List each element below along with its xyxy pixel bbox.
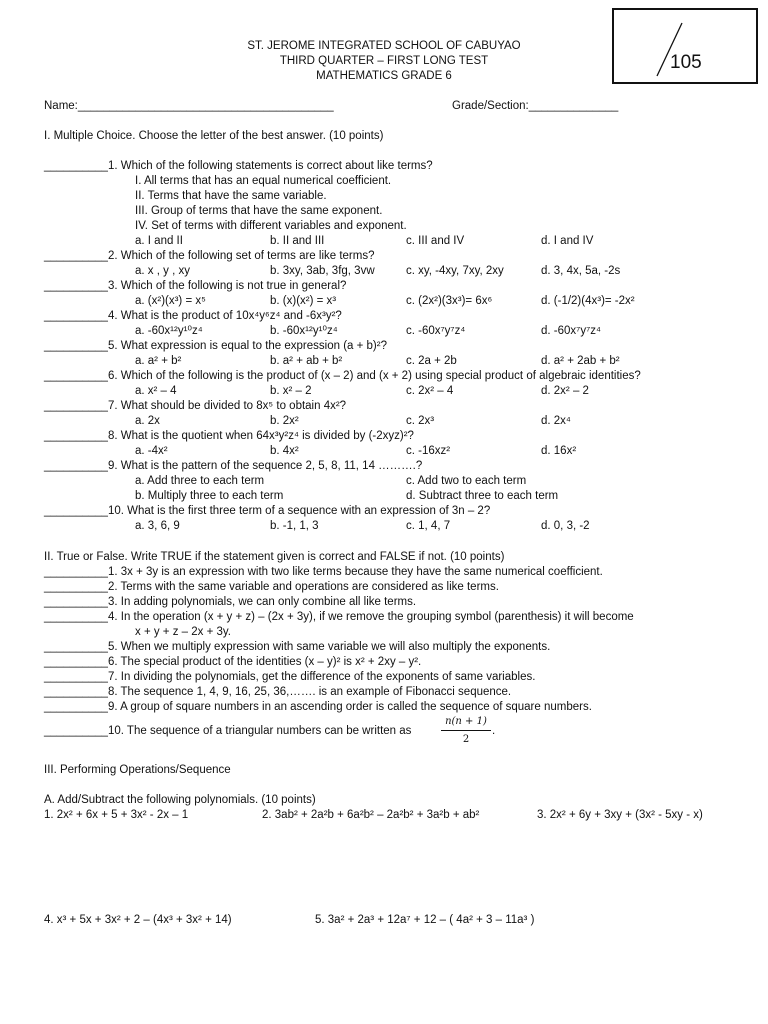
question-line: III. Group of terms that have the same exponent. bbox=[135, 205, 383, 217]
answer-choice: a. I and II bbox=[135, 235, 183, 247]
true-false-item: __________1. 3x + 3y is an expression with two like terms because they have the same numerical coefficient. bbox=[44, 566, 603, 578]
true-false-item: __________8. The sequence 1, 4, 9, 16, 25, 36,……. is an example of Fibonacci sequence. bbox=[44, 686, 512, 698]
answer-choice: a. 2x bbox=[135, 415, 160, 427]
answer-choice: a. Add three to each term bbox=[135, 475, 265, 487]
question-line: __________3. Which of the following is not true in general? bbox=[44, 280, 347, 292]
fraction-bar bbox=[441, 730, 491, 731]
question-line: __________7. What should be divided to 8x⁵ to obtain 4x²? bbox=[44, 400, 347, 412]
part2-item-10: __________10. The sequence of a triangular numbers can be written as bbox=[44, 725, 412, 737]
answer-choice: b. a² + ab + b² bbox=[270, 355, 343, 367]
answer-choice: d. 2x² – 2 bbox=[541, 385, 589, 397]
score-box bbox=[612, 8, 758, 84]
grade-section-field[interactable]: Grade/Section:______________ bbox=[452, 100, 619, 112]
test-title: THIRD QUARTER – FIRST LONG TEST bbox=[279, 55, 489, 67]
answer-choice: c. -16xz² bbox=[406, 445, 451, 457]
score-total: 105 bbox=[670, 52, 702, 73]
answer-choice: a. x² – 4 bbox=[135, 385, 177, 397]
answer-choice: c. 2a + 2b bbox=[406, 355, 457, 367]
answer-choice: c. (2x²)(3x³)= 6x⁶ bbox=[406, 295, 493, 307]
answer-choice: d. 2x⁴ bbox=[541, 415, 571, 427]
question-line: __________10. What is the first three term of a sequence with an expression of 3n – 2? bbox=[44, 505, 491, 517]
true-false-item: __________5. When we multiply expression with same variable we will also multiply the exponents. bbox=[44, 641, 551, 653]
true-false-item: __________2. Terms with the same variable and operations are considered as like terms. bbox=[44, 581, 499, 593]
true-false-item: __________4. In the operation (x + y + z) – (2x + 3y), if we remove the grouping symbol (parenthesis) it will become bbox=[44, 611, 634, 623]
triangular-formula-numerator: n(n + 1) bbox=[445, 716, 487, 727]
answer-choice: a. x , y , xy bbox=[135, 265, 190, 277]
true-false-item: __________3. In adding polynomials, we can only combine all like terms. bbox=[44, 596, 417, 608]
answer-choice: a. 3, 6, 9 bbox=[135, 520, 180, 532]
answer-choice: b. -1, 1, 3 bbox=[270, 520, 319, 532]
answer-choice: a. -4x² bbox=[135, 445, 168, 457]
answer-choice: c. 1, 4, 7 bbox=[406, 520, 451, 532]
part3-subheading-a: A. Add/Subtract the following polynomials. (10 points) bbox=[44, 794, 316, 806]
answer-choice: b. 3xy, 3ab, 3fg, 3vw bbox=[270, 265, 375, 277]
answer-choice: a. -60x¹²y¹⁰z⁴ bbox=[135, 325, 203, 337]
answer-choice: b. -60x¹²y¹⁰z⁴ bbox=[270, 325, 338, 337]
answer-choice: a. (x²)(x³) = x⁵ bbox=[135, 295, 206, 307]
formula-period: . bbox=[492, 725, 496, 737]
part2-heading: II. True or False. Write TRUE if the statement given is correct and FALSE if not. (10 points) bbox=[44, 551, 505, 563]
answer-choice: c. 2x² – 4 bbox=[406, 385, 454, 397]
triangular-formula-denominator: 2 bbox=[462, 734, 470, 745]
answer-choice: d. a² + 2ab + b² bbox=[541, 355, 620, 367]
polynomial-problem: 2. 3ab² + 2a²b + 6a²b² – 2a²b² + 3a²b + ab² bbox=[262, 809, 480, 821]
question-line: __________2. Which of the following set of terms are like terms? bbox=[44, 250, 375, 262]
answer-choice: c. xy, -4xy, 7xy, 2xy bbox=[406, 265, 504, 277]
question-line: __________8. What is the quotient when 64x³y²z⁴ is divided by (-2xyz)²? bbox=[44, 430, 414, 442]
answer-choice: c. Add two to each term bbox=[406, 475, 527, 487]
question-line: IV. Set of terms with different variables and exponent. bbox=[135, 220, 407, 232]
true-false-item: __________7. In dividing the polynomials, get the difference of the exponents of same variables. bbox=[44, 671, 536, 683]
subject-title: MATHEMATICS GRADE 6 bbox=[316, 70, 452, 82]
answer-choice: d. 0, 3, -2 bbox=[541, 520, 590, 532]
answer-choice: d. (-1/2)(4x³)= -2x² bbox=[541, 295, 635, 307]
question-line: II. Terms that have the same variable. bbox=[135, 190, 327, 202]
polynomial-problem: 5. 3a² + 2a³ + 12a⁷ + 12 – ( 4a² + 3 – 11a³ ) bbox=[315, 914, 535, 926]
question-line: __________9. What is the pattern of the sequence 2, 5, 8, 11, 14 ……….? bbox=[44, 460, 423, 472]
answer-choice: d. Subtract three to each term bbox=[406, 490, 559, 502]
part1-heading: I. Multiple Choice. Choose the letter of the best answer. (10 points) bbox=[44, 130, 384, 142]
question-line: __________5. What expression is equal to the expression (a + b)²? bbox=[44, 340, 387, 352]
answer-choice: d. 16x² bbox=[541, 445, 577, 457]
part3-heading: III. Performing Operations/Sequence bbox=[44, 764, 231, 776]
true-false-item: __________9. A group of square numbers in an ascending order is called the sequence of square numbers. bbox=[44, 701, 592, 713]
answer-choice: d. I and IV bbox=[541, 235, 594, 247]
answer-choice: b. (x)(x²) = x³ bbox=[270, 295, 337, 307]
question-line: __________4. What is the product of 10x⁴y⁶z⁴ and -6x³y²? bbox=[44, 310, 342, 322]
answer-choice: d. 3, 4x, 5a, -2s bbox=[541, 265, 621, 277]
answer-choice: c. -60x⁷y⁷z⁴ bbox=[406, 325, 466, 337]
answer-choice: c. 2x³ bbox=[406, 415, 435, 427]
answer-choice: b. Multiply three to each term bbox=[135, 490, 284, 502]
polynomial-problem: 3. 2x² + 6y + 3xy + (3x² - 5xy - x) bbox=[537, 809, 703, 821]
answer-choice: c. III and IV bbox=[406, 235, 465, 247]
polynomial-problem: 1. 2x² + 6x + 5 + 3x² - 2x – 1 bbox=[44, 809, 189, 821]
true-false-item: x + y + z – 2x + 3y. bbox=[135, 626, 231, 638]
answer-choice: d. -60x⁷y⁷z⁴ bbox=[541, 325, 601, 337]
school-name: ST. JEROME INTEGRATED SCHOOL OF CABUYAO bbox=[247, 40, 521, 52]
question-line: I. All terms that has an equal numerical coefficient. bbox=[135, 175, 392, 187]
question-line: __________1. Which of the following statements is correct about like terms? bbox=[44, 160, 433, 172]
answer-choice: b. 2x² bbox=[270, 415, 299, 427]
question-line: __________6. Which of the following is the product of (x – 2) and (x + 2) using special product of algebraic identities? bbox=[44, 370, 641, 382]
polynomial-problem: 4. x³ + 5x + 3x² + 2 – (4x³ + 3x² + 14) bbox=[44, 914, 232, 926]
answer-choice: b. x² – 2 bbox=[270, 385, 312, 397]
answer-choice: b. II and III bbox=[270, 235, 325, 247]
answer-choice: b. 4x² bbox=[270, 445, 299, 457]
answer-choice: a. a² + b² bbox=[135, 355, 182, 367]
true-false-item: __________6. The special product of the identities (x – y)² is x² + 2xy – y². bbox=[44, 656, 422, 668]
score-slash-icon bbox=[614, 10, 760, 86]
name-field[interactable]: Name:________________________________________ bbox=[44, 100, 334, 112]
